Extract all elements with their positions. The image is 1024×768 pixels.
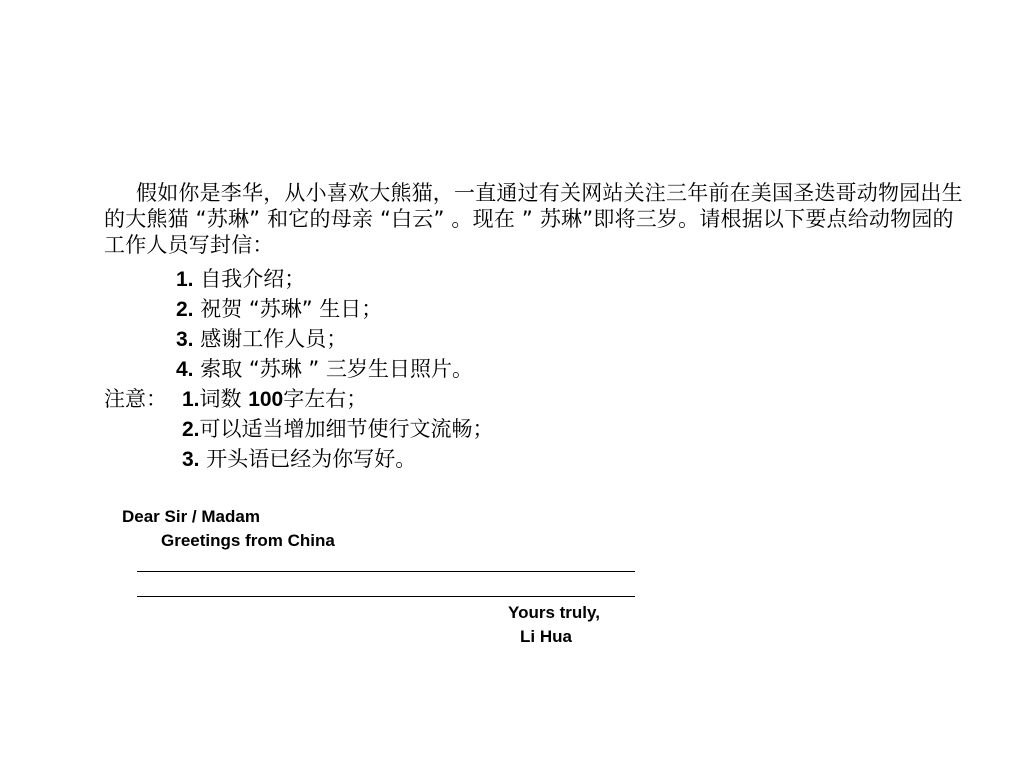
note-label: 注意：	[104, 387, 167, 411]
letter-salutation: Dear Sir / Madam	[122, 507, 260, 526]
point-4-number: 4.	[176, 358, 194, 381]
note-1-text-end: 字左右；	[283, 387, 368, 411]
note-2-text: 可以适当增加细节使行文流畅；	[199, 417, 494, 441]
point-4	[176, 356, 473, 383]
point-3-number: 3.	[176, 328, 194, 351]
note-3-text: 开头语已经为你写好。	[199, 447, 417, 471]
letter-opening: Greetings from China	[161, 531, 335, 550]
point-4-text: 索取 “苏琳 ” 三岁生日照片。	[193, 357, 473, 381]
note-3-number: 3.	[182, 448, 200, 471]
point-2-text: 祝贺 “苏琳” 生日；	[193, 297, 383, 321]
note-3	[182, 446, 416, 473]
task-instructions: 假如你是李华，从小喜欢大熊猫，一直通过有关网站关注三年前在美国圣迭哥动物园出生的大熊猫 “苏琳” 和它的母亲 “白云” 。现在 ” 苏琳”即将三岁。请根据以下要点给动物园的工作人员写封信：	[104, 181, 963, 257]
point-1-number: 1.	[176, 268, 194, 291]
point-2	[176, 296, 382, 323]
point-3-text: 感谢工作人员；	[193, 327, 348, 351]
note-1-word-count: 100	[248, 388, 284, 411]
point-3	[176, 326, 347, 353]
writing-line-1	[137, 571, 635, 572]
note-1-number: 1.	[182, 388, 200, 411]
point-1	[176, 266, 305, 293]
note-1	[182, 386, 367, 413]
note-2	[182, 416, 494, 443]
note-1-text: 词数	[199, 387, 249, 411]
point-2-number: 2.	[176, 298, 194, 321]
point-1-text: 自我介绍；	[193, 267, 306, 291]
letter-signature: Li Hua	[520, 627, 572, 646]
letter-closing: Yours truly,	[508, 603, 600, 622]
writing-line-2	[137, 596, 635, 597]
note-2-number: 2.	[182, 418, 200, 441]
